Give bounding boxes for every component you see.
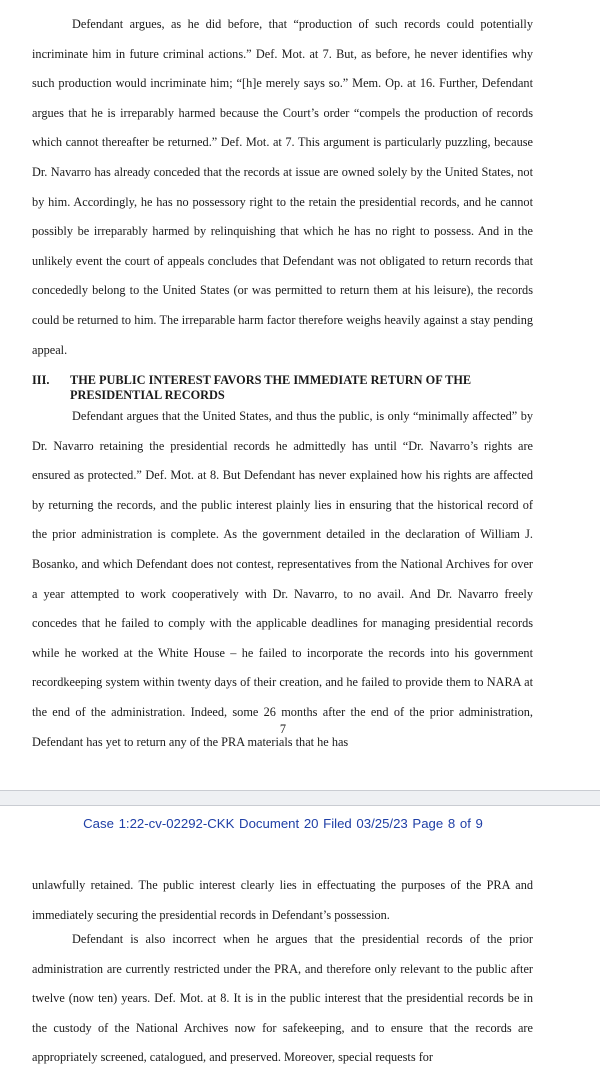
case-header: Case 1:22-cv-02292-CKK Document 20 Filed 03/25/23 Page 8 of 9 [83, 816, 483, 831]
section-heading-text: THE PUBLIC INTEREST FAVORS THE IMMEDIATE RETURN OF THE PRESIDENTIAL RECORDS [70, 373, 472, 402]
page-number: 7 [279, 722, 287, 736]
section-heading-number: III. [32, 373, 50, 387]
paragraph-public-interest: Defendant argues that the United States, and thus the public, is only “minimally affected” by Dr. Navarro retaining the presidential records he admittedly has until “Dr. Navarro’s rights are ensured as protected.” Def. Mot. at 8. But Defendant has never explained how his rights are affected by returning the records, and the public interest plainly lies in ensuring that the historical record of the prior administration is complete. As the government detailed in the declaration of William J. Bosanko, and which Defendant does not contest, representatives from the National Archives for over a year attempted to work cooperatively with Dr. Navarro, to no avail. And Dr. Navarro freely concedes that he failed to comply with the applicable deadlines for managing presidential records while he worked at the White House – he failed to incorporate the records into his government recordkeeping system within twenty days of their creation, and he failed to provide them to NARA at the end of the administration. Indeed, some 26 months after the end of the prior administration, Defendant has yet to return any of the PRA materials that he has [32, 409, 533, 749]
page-separator [0, 790, 600, 806]
paragraph-irreparable-harm: Defendant argues, as he did before, that “production of such records could potentially incriminate him in future criminal actions.” Def. Mot. at 7. But, as before, he never identifies why such production would incriminate him; “[h]e merely says so.” Mem. Op. at 16. Further, Defendant argues that he is irreparably harmed because the Court’s order “compels the production of records which cannot thereafter be returned.” Def. Mot. at 7. This argument is particularly puzzling, because Dr. Navarro has already conceded that the records at issue are owned solely by the United States, not by him. Accordingly, he has no possessory right to the retain the presidential records, and he cannot possibly be irreparably harmed by relinquishing that which he has no right to possess. And in the unlikely event the court of appeals concludes that Defendant was not obligated to return records that concededly belong to the United States (or was permitted to return them at his leisure), the records could be returned to him. The irreparable harm factor therefore weighs heavily against a stay pending appeal. [32, 17, 533, 357]
section-heading-iii [32, 373, 533, 402]
paragraph-restricted-records: Defendant is also incorrect when he argues that the presidential records of the prior administration are currently restricted under the PRA, and therefore only relevant to the public after twelve (now ten) years. Def. Mot. at 8. It is in the public interest that the presidential records be in the custody of the National Archives now for safekeeping, and to ensure that the records are appropriately screened, catalogued, and preserved. Moreover, special requests for [32, 932, 533, 1065]
paragraph-continuation: unlawfully retained. The public interest clearly lies in effectuating the purposes of the PRA and immediately securing the presidential records in Defendant’s possession. [32, 878, 533, 922]
